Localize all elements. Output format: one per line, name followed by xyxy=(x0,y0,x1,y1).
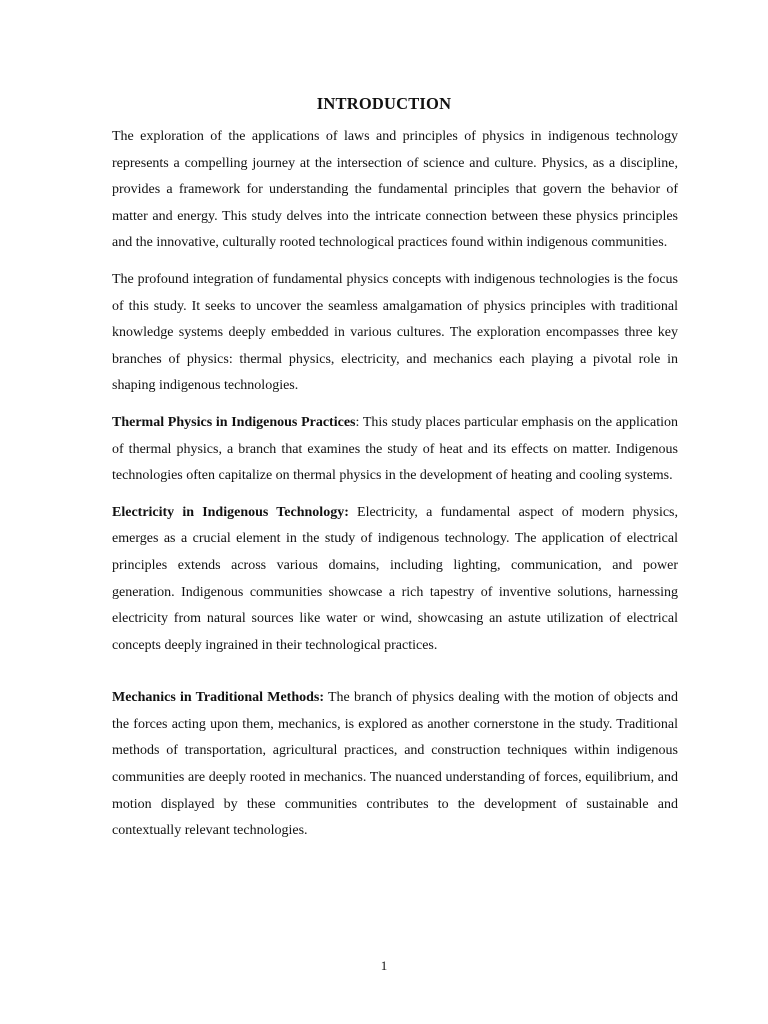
paragraph-mechanics xyxy=(112,685,678,845)
document-body xyxy=(112,124,678,855)
section-heading-electricity: Electricity in Indigenous Technology: xyxy=(112,504,349,520)
page-title: INTRODUCTION xyxy=(316,94,452,113)
page-number: 1 xyxy=(380,958,388,973)
paragraph-text: The exploration of the applications of laws and principles of physics in indigenous technology represents a compelling journey at the intersection of science and culture. Physics, as a discipline, provides a framework for understanding the fundamental principles that govern the behavior of matter and energy. This study delves into the intricate connection between these physics principles and the innovative, culturally rooted technological practices found within indigenous communities. xyxy=(112,129,678,251)
section-heading-mechanics: Mechanics in Traditional Methods: xyxy=(112,690,325,706)
paragraph-text: The branch of physics dealing with the motion of objects and the forces acting upon them, mechanics, is explored as another cornerstone in the study. Traditional methods of transportation, agricultural practices, and construction techniques within indigenous communities are deeply rooted in mechanics. The nuanced understanding of forces, equilibrium, and motion displayed by these communities contributes to the development of sustainable and contextually relevant technologies. xyxy=(112,690,678,839)
paragraph-integration xyxy=(112,267,678,400)
paragraph-text: : This study places particular emphasis on the application of thermal physics, a branch that examines the study of heat and its effects on matter. Indigenous technologies often capitalize on thermal physics in the development of heating and cooling systems. xyxy=(112,414,678,484)
paragraph-electricity xyxy=(112,500,678,660)
paragraph-thermal-physics xyxy=(112,410,678,490)
paragraph-text: Electricity, a fundamental aspect of modern physics, emerges as a crucial element in the study of indigenous technology. The application of electrical principles extends across various domains, including lighting, communication, and power generation. Indigenous communities showcase a rich tapestry of inventive solutions, harnessing electricity from natural sources like water or wind, showcasing an astute utilization of electrical concepts deeply ingrained in their technological practices. xyxy=(112,504,678,653)
paragraph-text: The profound integration of fundamental physics concepts with indigenous technologies is the focus of this study. It seeks to uncover the seamless amalgamation of physics principles with traditional knowledge systems deeply embedded in various cultures. The exploration encompasses three key branches of physics: thermal physics, electricity, and mechanics each playing a pivotal role in shaping indigenous technologies. xyxy=(112,271,678,394)
section-heading-thermal: Thermal Physics in Indigenous Practices xyxy=(112,414,356,430)
paragraph-intro xyxy=(112,124,678,257)
